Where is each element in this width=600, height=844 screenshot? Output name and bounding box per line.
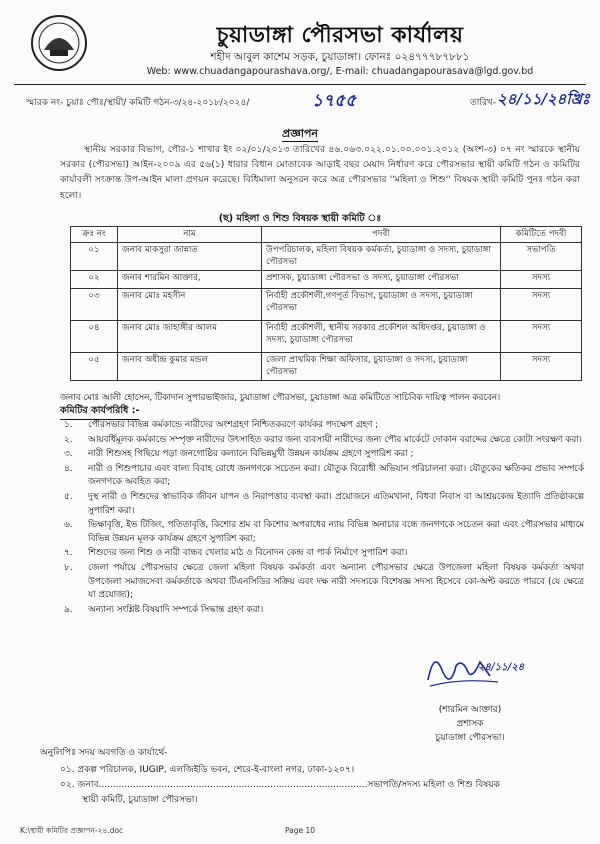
memo-reference: স্মারক নং- চুয়াঃ পৌঃ/স্থায়ী/ কমিটি গঠন-৩/২৪-২০১৮/২০২৪/: [26, 98, 250, 108]
serial-cell: ০৫: [71, 352, 118, 380]
column-header: নাম: [118, 227, 262, 243]
office-title: চুয়াডাঙ্গা পৌরসভা কার্যালয়: [216, 22, 464, 48]
name-cell: জনাব অধীন্দ্র কুমার মন্ডল: [118, 352, 262, 380]
list-item: ৫. দুস্থ নারী ও শিশুদের স্বাভাবিক জীবন যাপন ও নিরাপত্তার ব্যবস্থা করা। প্রয়োজনে এতিমখানা, বিধবা নিবাস বা আশ্রয়কেন্দ্র ইত্যাদি প্রতিষ্ঠাকল্পে সুপারিশ করা।: [64, 491, 584, 516]
committee-role-cell: সদস্য: [501, 352, 582, 380]
table-row: [71, 242, 582, 270]
list-item: ৮. জেলা পর্যায়ে পৌরসভার ক্ষেত্রে জেলা মহিলা বিষয়ক কর্মকর্তা এবং অন্যান্য পৌরসভার ক্ষেত্রে উপজেলা মহিলা বিষয়ক কর্মকর্তা অথবা উপজেলা সমাজসেবা কর্মকর্তাকে অথবা টিএনসিডির সক্রিয় এবং দক্ষ নারী সদস্যকে বিশেষজ্ঞ সদস্য হিসেবে কো-অপ্ট করতে পারবে (যে ক্ষেত্রে যা প্রযোজ্য);: [64, 562, 584, 601]
serial-cell: ০২: [71, 270, 118, 288]
date-label: তারিখ-: [470, 98, 497, 108]
scope-list: [60, 419, 584, 618]
designation-cell: নির্বাহী প্রকৌশলী,গণপূর্ত বিভাগ, চুয়াডাঙ্গা ও সদস্য, চুয়াডাঙ্গা পৌরসভা: [262, 288, 501, 320]
name-cell: জনাব মোঃ জাহাঙ্গীর আলম: [118, 320, 262, 352]
page-number: Page 10: [284, 826, 316, 835]
list-item: ৪. নারী ও শিশুপাচার এবং বাল্য বিবাহ রোধে জনগণকে সচেতন করা। যৌতুক বিরোধী অভিযান পরিচালনা করা। যৌতুকের ক্ষতিকর প্রভাব সম্পর্কে জনগণকে অবহিত করা;: [64, 463, 584, 488]
serial-cell: ০৩: [71, 288, 118, 320]
column-header: পদবী: [262, 227, 501, 243]
list-item: ২. আয়বর্ধিমূলক কর্মকান্ডে সম্পৃক্ত নারীদের উৎসাহিত করার জন্য ব্যবসায়ী নারীদের জন্য পৌর মার্কেটে দোকান বরাদ্দের ক্ষেত্রে কোটা সংরক্ষণ করা।: [64, 434, 582, 445]
office-address: শহীদ আবুল কাশেম সড়ক, চুয়াডাঙ্গা। ফোনঃ ০২৪৭৭৭৮৭৮৮১: [210, 51, 470, 63]
committee-members-table: [70, 226, 582, 381]
list-item: ৩. নারী শিশুসহ পিছিয়ে পড়া জনগোষ্ঠির কল্যানে বিভিন্নমুখী উন্নয়ন কার্যক্রম গ্রহণে সুপারিশ করা ;: [64, 449, 414, 460]
table-row: [71, 288, 582, 320]
signatory-office: চুয়াডাঙ্গা পৌরসভা।: [435, 733, 505, 743]
table-row: [71, 352, 582, 380]
serial-cell: ০১: [71, 242, 118, 270]
committee-role-cell: সদস্য: [501, 288, 582, 320]
municipality-seal-icon: [30, 14, 88, 72]
header-divider: [14, 84, 586, 85]
copy-recipient-2: ০২. জনাব..............................................................................................সভাপতি/সদস্য মহিলা ও শিশু বিষয়ক: [60, 780, 500, 790]
table-header-row: [71, 227, 582, 243]
serial-cell: ০৪: [71, 320, 118, 352]
office-web-email: Web: www.chuadangapourashava.org/, E-mail: chuadangapourasava@lgd.gov.bd: [146, 66, 534, 77]
committee-role-cell: সদস্য: [501, 320, 582, 352]
designation-cell: জেলা প্রাথমিক শিক্ষা অফিসার, চুয়াডাঙ্গা ও সদস্য, চুয়াডাঙ্গা পৌরসভা: [262, 352, 501, 380]
date-handwritten: ২৪/১১/২৪খ্রিঃ: [497, 90, 590, 108]
copy-recipient-2-cont: স্থায়ী কমিটি, চুয়াডাঙ্গা পৌরসভা।: [82, 795, 198, 805]
notice-title: প্রজ্ঞাপন: [282, 127, 318, 140]
secretary-note: জনাব মোঃ আলী হোসেন, টিকাদান সুপারভাইজার, চুয়াডাঙ্গা পৌরসভা, চুয়াডাঙ্গা অত্র কমিটিতে সাচিবিক দায়িত্ব পালন করবেন।: [60, 393, 501, 403]
list-item: ৬. ভিক্ষাবৃত্তি, ইভ টিজিং, পতিতাবৃত্তি, কিশোর শ্রম বা কিশোর অপরাধের ন্যায় বিভিন্ন অনাচার বন্ধে জনগণকে সচেতন করা এবং পৌরসভার মাধ্যমে বিভিন্ন উন্নয়ন মূলক কার্যক্রম গ্রহণে সুপারিশ করা;: [64, 520, 584, 544]
committee-role-cell: সভাপতি: [501, 242, 582, 270]
designation-cell: প্রশাসক, চুয়াডাঙ্গা পৌরসভা ও সদস্য, চুয়াডাঙ্গা পৌরসভা: [262, 270, 501, 288]
committee-role-cell: সদস্য: [501, 270, 582, 288]
copy-recipient-1: ০১. প্রকল্প পরিচালক, IUGIP, এলজিইডি ভবন, শেরে-ই-বাংলা নগর, ঢাকা-১২০৭।: [60, 765, 355, 775]
file-path: K:\স্থায়ী কমিটির প্রজ্ঞাপন-২৪.doc: [20, 826, 124, 835]
name-cell: জনাব মোঃ মহসীন: [118, 288, 262, 320]
name-cell: জনাব মাকসুরা জান্নাত: [118, 242, 262, 270]
scope-title: কমিটির কার্যপরিধি :-: [60, 404, 139, 420]
list-item: ১. পৌরসভার বিভিন্ন কর্মকান্ডে নারীদের অংশগ্রহণ নিশ্চিতকরণে কার্যকর পদক্ষেপ গ্রহণ ;: [64, 420, 379, 430]
signatory-designation: প্রশাসক: [456, 719, 484, 729]
copy-to-heading: অনুলিপিঃ সদয় অবগতি ও কার্যার্থে-: [40, 748, 168, 758]
table-row: [71, 320, 582, 352]
intro-paragraph: স্থানীয় সরকার বিভাগ, পৌর-১ শাখার ইং ০২/০১/২০১৩ তারিখের ৪৬.০৬৩.০২২.০১.০০.০০১.২০১২ (অংশ-৩) ০৭ নং স্মারকে স্থানীয় সরকার (পৌরসভা) আইন-২০০৯ এর ৫৬(১) ধারার বিধান মোতাবেক আড়াই বছর মেয়াদ নির্ধারণ করে পৌরসভার স্থায়ী কমিটি গঠন ও কমিটির কার্যাবলী সংক্রান্ত উপ-আইন মালা প্রণয়ন করেছে। বিধিমালা অনুসরন করে অত্র পৌরসভার ''মহিলা ও শিশু'' বিষয়ক স্থায়ী কমিটি পুনঃ গঠন করা হলো।: [60, 144, 580, 201]
column-header: কমিটিতে পদবী: [501, 227, 582, 243]
memo-number-handwritten: ১৭৫৫: [312, 91, 357, 111]
designation-cell: নির্বাহী প্রকৌশলী, স্থানীয় সরকার প্রকৌশল অধিদপ্তর, চুয়াডাঙ্গা ও সদস্য, চুয়াডাঙ্গা পৌরসভা: [262, 320, 501, 352]
name-cell: জনাব শারমিন আক্তার,: [118, 270, 262, 288]
committee-table-title: (ছ) মহিলা ও শিশু বিষয়ক স্থায়ী কমিটি ঃ: [218, 213, 382, 224]
list-item: ৭. শিশুদের জন্য শিশু ও নারী বান্ধব খেলার মাঠ ও বিনোদন কেন্দ্র বা পার্ক নির্মাণে সুপারিশ করা।: [64, 548, 408, 559]
table-row: [71, 270, 582, 288]
signatory-name: (শারমিন আক্তার): [438, 705, 502, 715]
designation-cell: উপপরিচালক, মহিলা বিষয়ক কর্মকর্তা, চুয়াডাঙ্গা ও সদস্য, চুয়াডাঙ্গা পৌরসভা: [262, 242, 501, 270]
signature-date-handwritten: ২৪/১১/২৪: [478, 662, 525, 673]
list-item: ৯. অন্যান্য সংশ্লিষ্ট বিষয়াদি সম্পর্কে সিদ্ধান্ত গ্রহণ করা।: [64, 604, 264, 615]
column-header: ক্রঃ নং: [71, 227, 118, 243]
